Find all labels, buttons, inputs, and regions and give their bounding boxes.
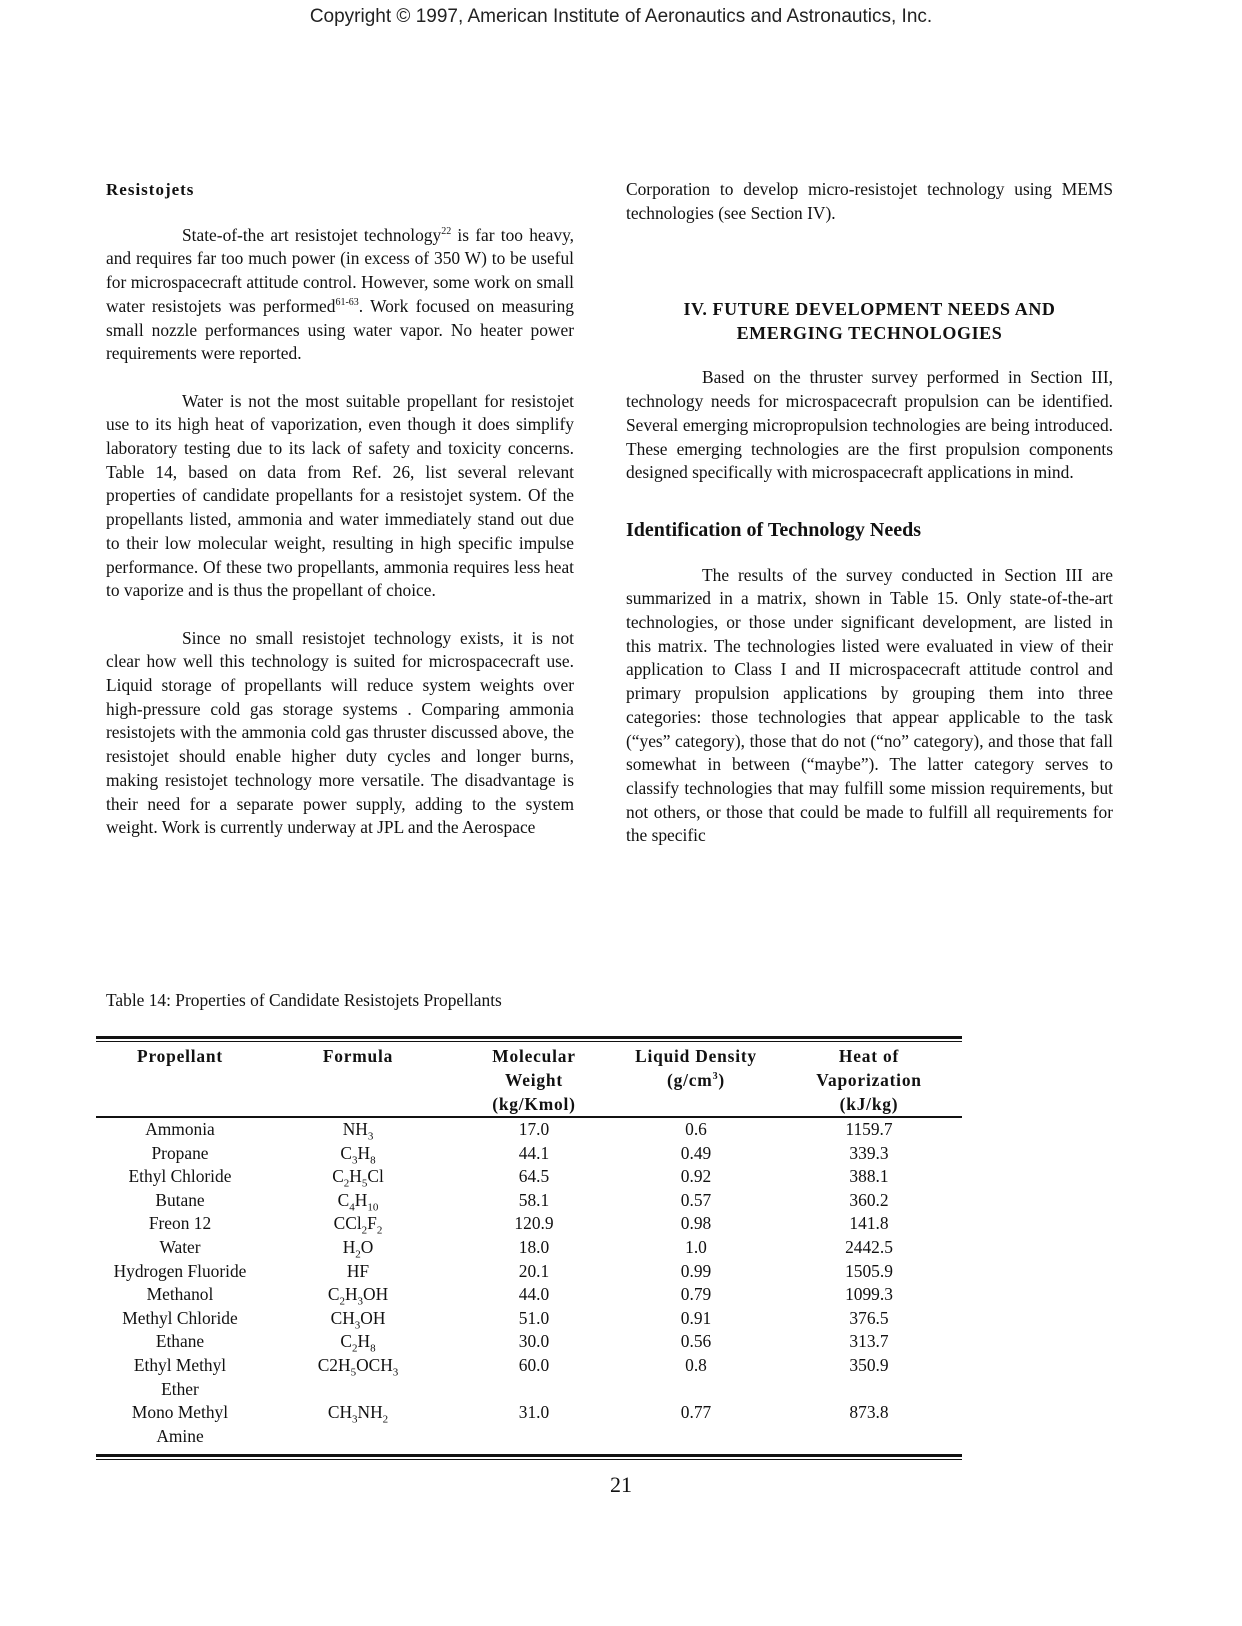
section-title-line: EMERGING TECHNOLOGIES: [736, 323, 1003, 344]
section-title: [626, 297, 1113, 345]
formula-text: HF: [346, 1260, 370, 1281]
paragraph: Corporation to develop micro-resistojet technology using MEMS technologies (see Section IV).: [626, 179, 1113, 223]
cell-molecular-weight: 30.0: [518, 1331, 550, 1352]
paragraph: Since no small resistojet technology exists, it is not clear how well this technology is suited for microspacecraft use. Liquid storage of propellants will reduce system weights over high-pressure cold gas storage systems . Comparing ammonia resistojets with the ammonia cold gas thruster discussed above, the resistojet should enable higher duty cycles and longer burns, making resistojet technology more versatile. The disadvantage is their need for a separate power supply, adding to the system weight. Work is currently underway at JPL and the Aerospace: [106, 627, 574, 838]
formula-text: H: [344, 1284, 358, 1305]
paragraph: Water is not the most suitable propellant for resistojet use to its high heat of vaporization, even though it does simplify laboratory testing due to its lack of safety and toxicity concerns. Table 14, based on data from Ref. 26, list several relevant properties of candidate propellants for a resistojet system. Of the propellants listed, ammonia and water immediately stand out due to their low molecular weight, resulting in high specific impulse performance. Of these two propellants, ammonia requires less heat to vaporize and is thus the propellant of choice.: [106, 390, 574, 601]
cell-formula: [264, 1142, 452, 1166]
formula-subscript: 3: [367, 1130, 374, 1143]
cell-molecular-weight: 31.0: [518, 1402, 550, 1423]
propellant-name: Butane: [155, 1189, 205, 1210]
cell-formula: [264, 1401, 452, 1448]
formula-text: NH: [357, 1402, 383, 1423]
formula-text: C: [340, 1142, 353, 1163]
formula-subscript: 2: [355, 1248, 361, 1261]
cell-heat-of-vaporization: 873.8: [849, 1402, 889, 1423]
cell-liquid-density: 0.77: [680, 1402, 712, 1423]
formula-subscript: 3: [352, 1154, 358, 1167]
cell-heat-of-vaporization: 360.2: [849, 1189, 889, 1210]
cell-liquid-density: 0.98: [680, 1213, 712, 1234]
page-number: 21: [610, 1472, 632, 1497]
formula-text: H: [357, 1331, 371, 1352]
cell-heat-of-vaporization: 1159.7: [845, 1119, 893, 1139]
table-row: [96, 1330, 962, 1354]
cell-liquid-density: 1.0: [685, 1236, 707, 1257]
cell-formula: [264, 1236, 452, 1260]
formula-subscript: 4: [349, 1201, 355, 1214]
formula-text: Cl: [367, 1166, 384, 1187]
formula-subscript: 2: [376, 1224, 383, 1237]
cell-heat-of-vaporization: 141.8: [849, 1213, 889, 1234]
header-label: [616, 1068, 776, 1092]
cell-formula: [264, 1260, 452, 1284]
paragraph: The results of the survey conducted in Section III are summarized in a matrix, shown in Table 15. Only state-of-the-art technologies, or those under significant development, are listed in this matrix. The technologies listed were evaluated in view of their application to Class I and II microspacecraft attitude control and primary propulsion applications by grouping them into three categories: those technologies that appear applicable to the task (“yes” category), those that do not (“no” category), and those that fall somewhat in between (“maybe”). The latter category serves to classify technologies that may fulfill some mission requirements, but not others, or those that could be made to fulfill all requirements for the specific: [626, 564, 1113, 846]
formula-text: C2H: [317, 1354, 351, 1375]
formula-subscript: 8: [370, 1154, 376, 1167]
cell-molecular-weight: 44.0: [518, 1284, 550, 1305]
cell-molecular-weight: 44.1: [518, 1142, 550, 1163]
header-formula: [264, 1042, 452, 1116]
propellant-name: Hydrogen Fluoride: [113, 1260, 247, 1281]
cell-formula: [264, 1118, 452, 1142]
propellant-name: Mono Methyl: [131, 1402, 229, 1423]
propellant-name-cont: Ether: [161, 1378, 199, 1399]
cell-formula: [264, 1330, 452, 1354]
section-title-line: IV. FUTURE DEVELOPMENT NEEDS AND: [683, 299, 1056, 320]
cell-heat-of-vaporization: 350.9: [849, 1354, 889, 1375]
table-row: [96, 1401, 962, 1448]
cell-heat-of-vaporization: 2442.5: [845, 1236, 893, 1257]
cell-liquid-density: 0.6: [685, 1119, 707, 1139]
cell-molecular-weight: 58.1: [518, 1189, 550, 1210]
cell-molecular-weight: 18.0: [518, 1236, 550, 1257]
cell-heat-of-vaporization: 1099.3: [845, 1284, 893, 1305]
propellant-name: Propane: [151, 1142, 209, 1163]
left-column: [106, 178, 574, 840]
cell-formula: [264, 1307, 452, 1331]
paragraph: [106, 224, 574, 366]
table-row: [96, 1354, 962, 1401]
cell-formula: [264, 1165, 452, 1189]
subsection-heading: Identification of Technology Needs: [626, 518, 922, 541]
formula-text: C: [327, 1284, 340, 1305]
cell-liquid-density: 0.56: [680, 1331, 712, 1352]
cell-molecular-weight: 51.0: [518, 1307, 550, 1328]
paragraph: Based on the thruster survey performed in Section III, technology needs for microspacecraft propulsion can be identified. Several emerging micropropulsion technologies are being introduced. These emerging technologies are the first propulsion components designed specifically with microspacecraft applications in mind.: [626, 367, 1113, 483]
table-row: [96, 1260, 962, 1284]
table-header-row: [96, 1042, 962, 1116]
cell-liquid-density: 0.92: [680, 1166, 712, 1187]
formula-text: H: [349, 1166, 362, 1187]
table-caption: Table 14: Properties of Candidate Resistojets Propellants: [106, 990, 502, 1010]
table-row: [96, 1307, 962, 1331]
cell-liquid-density: 0.79: [680, 1284, 712, 1305]
header-label: Weight: [505, 1070, 563, 1090]
cell-propellant: [96, 1283, 264, 1307]
cell-heat-of-vaporization: 313.7: [849, 1331, 889, 1352]
table-row: [96, 1118, 962, 1142]
cell-propellant: [96, 1142, 264, 1166]
cell-heat-of-vaporization: 339.3: [849, 1142, 889, 1163]
cell-formula: [264, 1283, 452, 1307]
cell-heat-of-vaporization: 388.1: [849, 1166, 889, 1187]
propellant-properties-table: [96, 1036, 962, 1460]
table-row: [96, 1236, 962, 1260]
formula-subscript: 2: [361, 1224, 368, 1237]
unit-superscript: 3: [712, 1071, 719, 1083]
formula-text: F: [367, 1213, 377, 1234]
cell-formula: [264, 1189, 452, 1213]
formula-subscript: 10: [367, 1201, 379, 1214]
cell-propellant: [96, 1189, 264, 1213]
cell-propellant: [96, 1165, 264, 1189]
cell-molecular-weight: 64.5: [518, 1166, 550, 1187]
formula-subscript: 2: [343, 1177, 350, 1190]
cell-molecular-weight: 20.1: [518, 1260, 550, 1281]
cell-heat-of-vaporization: 1505.9: [845, 1260, 893, 1281]
formula-subscript: 3: [354, 1319, 361, 1332]
table-row: [96, 1189, 962, 1213]
formula-subscript: 3: [392, 1366, 399, 1379]
formula-text: O: [360, 1236, 374, 1257]
cell-propellant: [96, 1260, 264, 1284]
formula-text: C: [337, 1189, 350, 1210]
formula-subscript: 8: [370, 1342, 376, 1355]
cell-formula: [264, 1212, 452, 1236]
table-body: [96, 1118, 962, 1448]
cell-liquid-density: 0.99: [680, 1260, 712, 1281]
formula-text: C: [340, 1331, 353, 1352]
section-heading-resistojets: Resistojets: [106, 180, 195, 199]
formula-text: H: [357, 1142, 371, 1163]
cell-propellant: [96, 1307, 264, 1331]
formula-text: OCH: [356, 1354, 393, 1375]
propellant-name: Ethyl Methyl: [133, 1354, 227, 1375]
formula-text: C: [332, 1166, 344, 1187]
propellant-name: Ammonia: [145, 1119, 215, 1139]
formula-text: H: [354, 1189, 368, 1210]
text-run: State-of-the art resistojet technology: [182, 224, 442, 245]
formula-subscript: 2: [382, 1413, 389, 1426]
header-liquid-density: [616, 1042, 776, 1116]
table-bottom-rule: [96, 1454, 962, 1460]
formula-subscript: 5: [350, 1366, 357, 1379]
formula-text: OH: [363, 1284, 389, 1305]
header-label: (kg/Kmol): [492, 1094, 576, 1114]
formula-subscript: 2: [352, 1342, 358, 1355]
cell-liquid-density: 0.57: [680, 1189, 712, 1210]
header-label: Propellant: [137, 1046, 223, 1066]
header-label: Heat of: [838, 1046, 900, 1066]
formula-text: CCl: [333, 1213, 362, 1234]
header-label: Molecular: [492, 1046, 576, 1066]
header-molecular-weight: [452, 1042, 616, 1116]
unit-text: ): [718, 1070, 725, 1090]
cell-propellant: [96, 1236, 264, 1260]
cell-propellant: [96, 1118, 264, 1142]
propellant-name: Ethane: [155, 1331, 205, 1352]
propellant-name: Water: [159, 1236, 201, 1257]
formula-text: CH: [330, 1307, 355, 1328]
header-label: Vaporization: [816, 1070, 922, 1090]
cell-propellant: [96, 1330, 264, 1354]
table-row: [96, 1142, 962, 1166]
reference-superscript: 61-63: [335, 297, 359, 309]
header-label: (kJ/kg): [839, 1094, 899, 1114]
cell-liquid-density: 0.8: [685, 1354, 707, 1375]
formula-text: OH: [360, 1307, 386, 1328]
formula-subscript: 2: [339, 1295, 345, 1308]
formula-subscript: 3: [357, 1295, 364, 1308]
table-row: [96, 1165, 962, 1189]
formula-text: H: [342, 1236, 356, 1257]
propellant-name: Methanol: [146, 1284, 214, 1305]
cell-propellant: [96, 1354, 264, 1401]
formula-text: CH: [327, 1402, 353, 1423]
propellant-name: Methyl Chloride: [122, 1307, 238, 1328]
cell-liquid-density: 0.91: [680, 1307, 712, 1328]
header-heat-of-vaporization: [776, 1042, 962, 1116]
text-run: is far too heavy, and requires far too much power (in excess of 350 W) to be useful for microspacecraft attitude control. However, some work on small water resistojets was performed: [106, 224, 574, 316]
cell-propellant: [96, 1401, 264, 1448]
cell-molecular-weight: 60.0: [518, 1354, 550, 1375]
copyright-header: Copyright © 1997, American Institute of Aeronautics and Astronautics, Inc.: [309, 6, 933, 27]
header-label: Liquid Density: [635, 1046, 757, 1066]
formula-subscript: 3: [352, 1413, 358, 1426]
table-row: [96, 1283, 962, 1307]
cell-molecular-weight: 17.0: [518, 1119, 550, 1139]
unit-text: (g/cm: [667, 1070, 713, 1090]
propellant-name: Ethyl Chloride: [128, 1166, 232, 1187]
right-column: [626, 178, 1113, 848]
formula-text: NH: [342, 1119, 368, 1139]
cell-molecular-weight: 120.9: [514, 1213, 554, 1234]
propellant-name-cont: Amine: [156, 1425, 204, 1446]
text-run: . Work focused on measuring small nozzle performances using water vapor. No heater power requirements were reported.: [106, 295, 575, 364]
propellant-name: Freon 12: [148, 1213, 212, 1234]
cell-formula: [264, 1354, 452, 1401]
cell-heat-of-vaporization: 376.5: [849, 1307, 889, 1328]
header-propellant: [96, 1042, 264, 1116]
cell-propellant: [96, 1212, 264, 1236]
table-row: [96, 1212, 962, 1236]
reference-superscript: 22: [441, 225, 452, 237]
formula-subscript: 5: [361, 1177, 368, 1190]
header-label: Formula: [322, 1046, 394, 1066]
cell-liquid-density: 0.49: [680, 1142, 712, 1163]
